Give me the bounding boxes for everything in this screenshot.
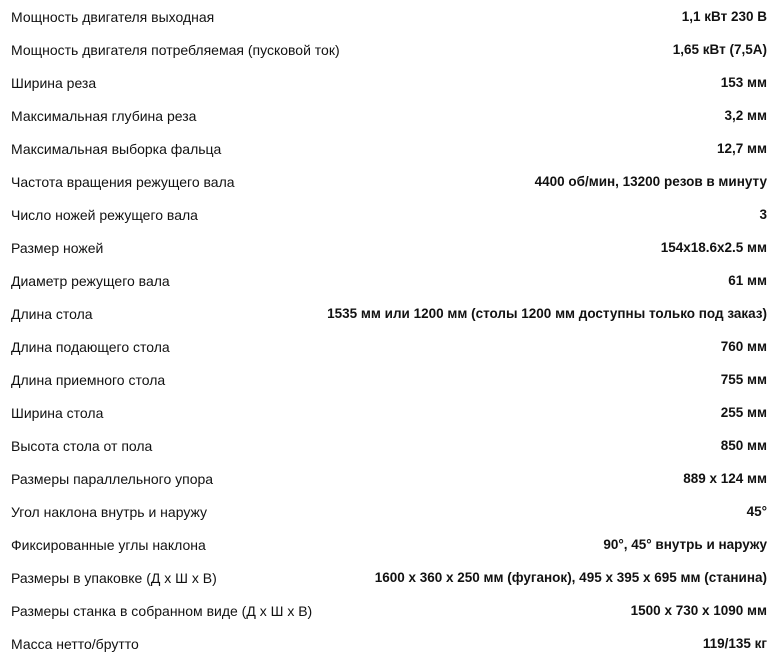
spec-value: 1500 х 730 х 1090 мм	[630, 603, 767, 618]
spec-row-outfeed-table-length	[0, 363, 780, 396]
spec-label: Размеры параллельного упора	[11, 470, 214, 487]
spec-value: 1,1 кВт 230 В	[681, 9, 767, 24]
spec-row-package-dimensions	[0, 561, 780, 594]
spec-label: Размер ножей	[11, 239, 104, 256]
spec-value: 4400 об/мин, 13200 резов в минуту	[534, 174, 767, 189]
spec-value: 755 мм	[720, 372, 767, 387]
spec-row-assembled-dimensions	[0, 594, 780, 627]
spec-value: 90°, 45° внутрь и наружу	[603, 537, 767, 552]
spec-row-fence-size	[0, 462, 780, 495]
spec-row-cutterhead-speed	[0, 165, 780, 198]
spec-label: Угол наклона внутрь и наружу	[11, 503, 208, 520]
spec-label: Число ножей режущего вала	[11, 206, 198, 223]
spec-row-tilt-angle	[0, 495, 780, 528]
spec-value: 45°	[746, 504, 767, 519]
spec-label: Частота вращения режущего вала	[11, 173, 235, 190]
spec-row-input-power	[0, 33, 780, 66]
spec-label: Длина приемного стола	[11, 371, 166, 388]
spec-label: Высота стола от пола	[11, 437, 153, 454]
spec-value: 61 мм	[728, 273, 767, 288]
spec-label: Мощность двигателя потребляемая (пусковой ток)	[11, 41, 340, 58]
spec-value: 153 мм	[720, 75, 767, 90]
spec-row-table-height	[0, 429, 780, 462]
spec-row-table-length	[0, 297, 780, 330]
spec-value: 255 мм	[720, 405, 767, 420]
spec-row-table-width	[0, 396, 780, 429]
spec-label: Размеры станка в собранном виде (Д х Ш х В)	[11, 602, 313, 619]
spec-value: 1535 мм или 1200 мм (столы 1200 мм доступны только под заказ)	[327, 306, 767, 321]
spec-value: 154x18.6x2.5 мм	[660, 240, 767, 255]
spec-row-weight	[0, 627, 780, 660]
spec-label: Размеры в упаковке (Д х Ш х В)	[11, 569, 217, 586]
spec-row-infeed-table-length	[0, 330, 780, 363]
spec-row-knife-count	[0, 198, 780, 231]
spec-row-max-cut-depth	[0, 99, 780, 132]
spec-value: 889 x 124 мм	[683, 471, 767, 486]
spec-label: Длина стола	[11, 305, 93, 322]
spec-label: Мощность двигателя выходная	[11, 8, 215, 25]
spec-value: 12,7 мм	[717, 141, 767, 156]
spec-value: 3,2 мм	[724, 108, 767, 123]
spec-label: Диаметр режущего вала	[11, 272, 170, 289]
spec-label: Максимальная глубина реза	[11, 107, 197, 124]
spec-row-fixed-tilt-angles	[0, 528, 780, 561]
spec-row-output-power	[0, 0, 780, 33]
spec-value: 119/135 кг	[702, 636, 767, 651]
spec-label: Ширина реза	[11, 74, 97, 91]
spec-row-max-rebate	[0, 132, 780, 165]
spec-label: Максимальная выборка фальца	[11, 140, 222, 157]
spec-value: 1,65 кВт (7,5А)	[672, 42, 767, 57]
spec-value: 760 мм	[720, 339, 767, 354]
spec-label: Ширина стола	[11, 404, 104, 421]
spec-label: Фиксированные углы наклона	[11, 536, 206, 553]
spec-label: Масса нетто/брутто	[11, 635, 139, 652]
spec-value: 1600 х 360 х 250 мм (фуганок), 495 х 395 х 695 мм (станина)	[374, 570, 767, 585]
spec-label: Длина подающего стола	[11, 338, 170, 355]
spec-value: 3	[759, 207, 767, 222]
spec-row-knife-size	[0, 231, 780, 264]
spec-row-cutterhead-diameter	[0, 264, 780, 297]
spec-row-cut-width	[0, 66, 780, 99]
spec-value: 850 мм	[720, 438, 767, 453]
